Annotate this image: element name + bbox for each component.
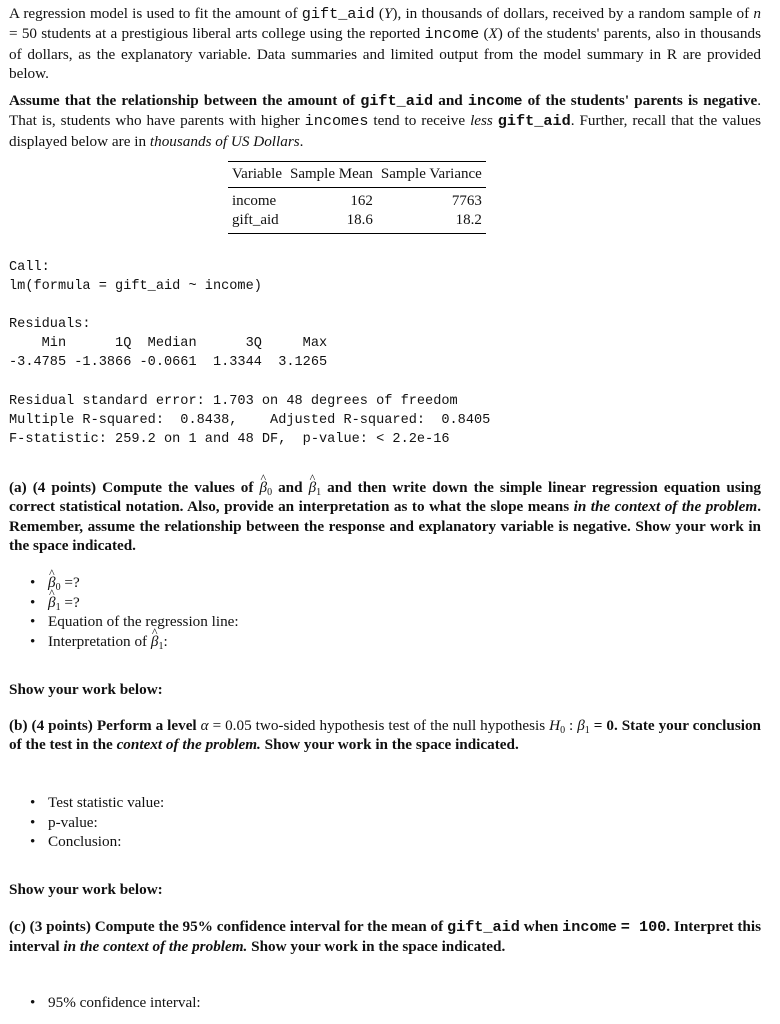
cell-variable: income xyxy=(232,193,277,210)
part-a-list xyxy=(30,573,239,651)
r-residuals-output: Residuals: Min 1Q Median 3Q Max -3.4785 -1.3866 -0.0661 1.3344 3.1265 xyxy=(9,317,328,370)
header-sample-mean: Sample Mean xyxy=(286,162,377,188)
data-summary-table xyxy=(228,161,486,234)
table-row xyxy=(228,211,486,234)
part-a-heading: (a) (4 points) Compute the values of ^ $\beta_0$ and ^ $\beta_1$ and then write down the simple linear regression equation using correct statistical notation. Also, provide an interpretation as to what the slope means in the context of the problem. Remember, assume the relationship between the response and explanatory variable is negative. Show your work in the space indicated. xyxy=(9,478,761,555)
table-row xyxy=(228,188,486,212)
show-work-label-2: Show your work below: xyxy=(9,881,163,898)
cell-variance: 7763 xyxy=(451,193,482,210)
intro-paragraph: A regression model is used to fit the amount of gift_aid (Y), in thousands of dollars, received by a random sample of n = 50 students at a prestigious liberal arts college using the reported income (X) of the students' parents, also in thousands of dollars, as the explanatory variable. Data summaries and limited output from the model summary in R are provided below. xyxy=(9,5,761,82)
r-model-stats-output: Residual standard error: 1.703 on 48 degrees of freedom Multiple R-squared: 0.8438, Adjusted R-squared: 0.8405 F-statistic: 259.2 on 1 and 48 DF, p-value: < 2.2e-16 xyxy=(9,394,491,447)
assumption-paragraph: Assume that the relationship between the amount of gift_aid and income of the students' parents is negative. That is, students who have parents with higher incomes tend to receive less gift_aid. Further, recall that the values displayed below are in thousands of US Dollars. xyxy=(9,92,762,150)
cell-mean: 162 xyxy=(350,193,373,210)
part-b-list xyxy=(30,793,164,852)
list-item-equation: • Equation of the regression line: xyxy=(30,612,239,632)
part-c-heading: (c) (3 points) Compute the 95% confidence interval for the mean of gift_aid when income = 100. Interpret this interval in the context of the problem. Show your work in the space indicated. xyxy=(9,918,761,956)
list-item-beta1: • ^ $\beta_1$ =? xyxy=(30,593,239,613)
part-c-list xyxy=(30,993,201,1013)
cell-mean: 18.6 xyxy=(286,211,377,234)
part-b-heading: (b) (4 points) Perform a level α = 0.05 two-sided hypothesis test of the null hypothesis $H_0$ : $\beta_1 = 0$. State your conclusion of the test in the context of the problem. Show your work in the space indicated. xyxy=(9,717,761,754)
list-item-test-statistic: • Test statistic value: xyxy=(30,793,164,813)
list-item-confidence-interval: • 95% confidence interval: xyxy=(30,993,201,1013)
table-header-row xyxy=(228,162,486,188)
header-sample-variance: Sample Variance xyxy=(377,162,486,188)
r-call-output: Call: lm(formula = gift_aid ~ income) xyxy=(9,260,262,294)
list-item-p-value: • p-value: xyxy=(30,813,164,833)
list-item-beta0: • ^ $\beta_0$ =? xyxy=(30,573,239,593)
list-item-interpretation: • Interpretation of ^ $\beta_1$: xyxy=(30,632,239,652)
show-work-label-1: Show your work below: xyxy=(9,681,163,698)
cell-variable: gift_aid xyxy=(228,211,286,234)
header-variable: Variable xyxy=(228,162,286,188)
list-item-conclusion: • Conclusion: xyxy=(30,832,164,852)
cell-variance: 18.2 xyxy=(377,211,486,234)
